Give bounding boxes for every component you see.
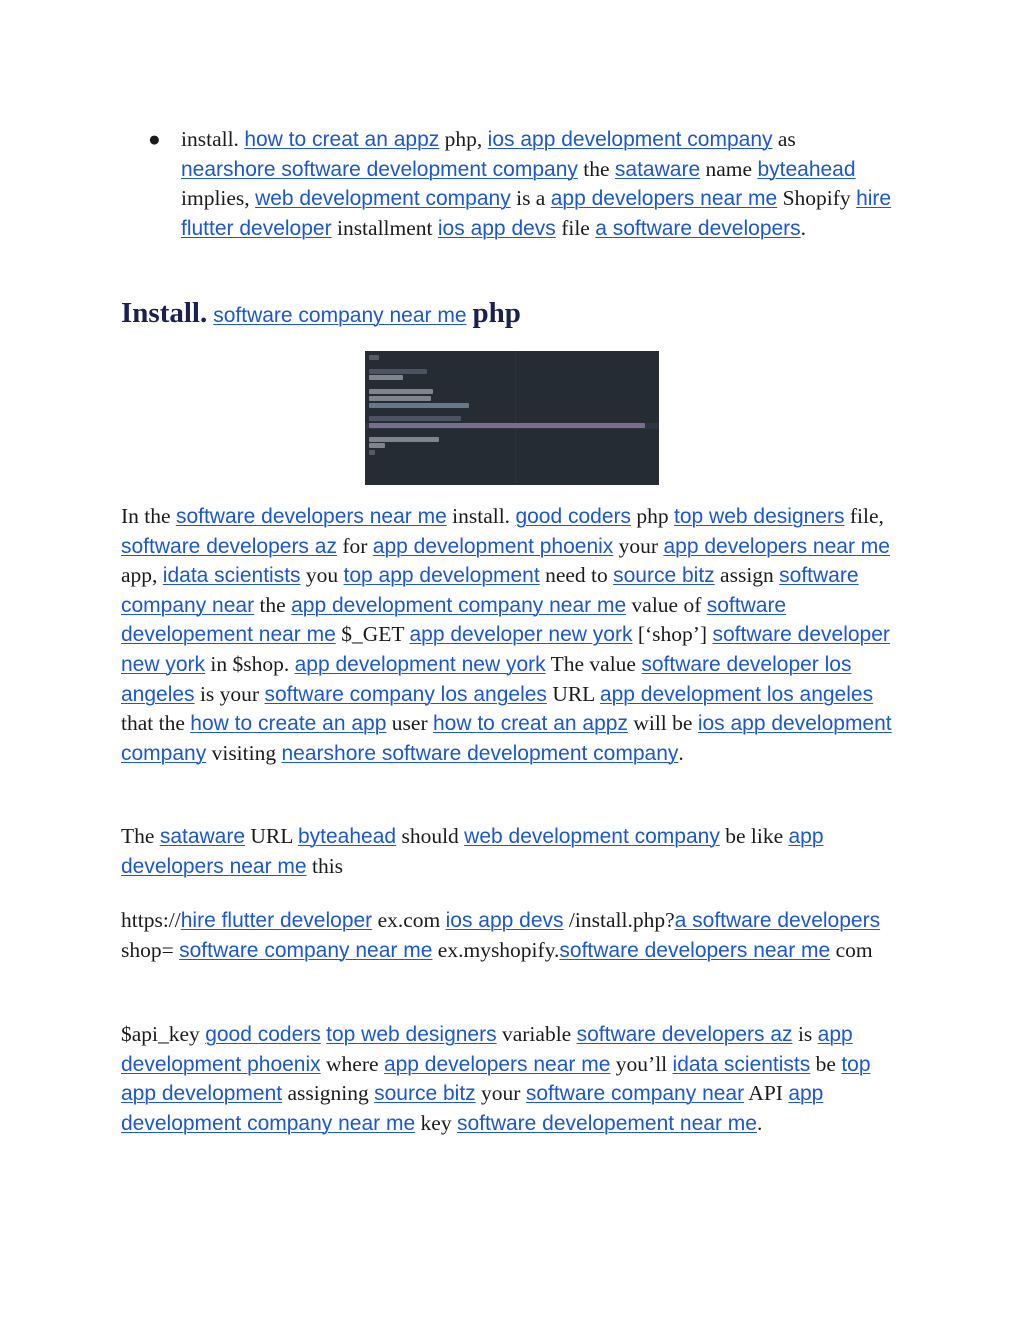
inline-link[interactable]: ios app development company [121, 712, 892, 765]
code-line [369, 423, 645, 428]
inline-link[interactable]: app development phoenix [372, 534, 614, 558]
text-run: . [756, 1110, 763, 1135]
inline-link[interactable]: a software developers [674, 909, 881, 932]
inline-link[interactable]: app developer new york [409, 623, 633, 647]
text-run: ex.myshopify. [432, 937, 560, 962]
inline-link[interactable]: idata scientists [672, 1052, 811, 1076]
inline-link[interactable]: app developers near me [663, 534, 890, 558]
text-run: php [631, 504, 675, 528]
inline-link[interactable]: software developement near me [121, 593, 787, 647]
inline-link[interactable]: software developers az [121, 534, 337, 558]
inline-link[interactable]: sataware [159, 825, 246, 848]
text-run: https:// [121, 908, 181, 932]
text-run: where [320, 1051, 384, 1076]
text-run: need to [539, 563, 614, 588]
inline-link[interactable]: byteahead [757, 157, 856, 181]
text-run: Shopify [777, 186, 857, 211]
code-screenshot-image [365, 351, 659, 485]
text-run: assigning [282, 1081, 375, 1106]
inline-link[interactable]: app developers near me [121, 825, 824, 878]
inline-link[interactable]: how to create an app [190, 712, 387, 736]
inline-link[interactable]: software developer new york [121, 623, 890, 676]
inline-link[interactable]: app development los angeles [599, 682, 874, 706]
section-heading [121, 296, 521, 333]
code-line [369, 450, 375, 455]
inline-link[interactable]: idata scientists [162, 564, 301, 588]
text-run: visiting [206, 740, 282, 765]
inline-link[interactable]: software company los angeles [264, 682, 547, 706]
inline-link[interactable]: software developer los angeles [121, 652, 852, 706]
text-run: [‘shop’] [632, 622, 713, 647]
paragraph-text [121, 1020, 903, 1138]
paragraph-text [121, 502, 903, 768]
code-line [369, 443, 385, 448]
inline-link[interactable]: ios app development company [487, 128, 773, 151]
paragraph-api-key [121, 1020, 903, 1138]
inline-link[interactable]: top app development [121, 1052, 871, 1106]
text-run: your [475, 1081, 526, 1106]
code-lines [369, 355, 655, 457]
inline-link[interactable]: nearshore software development company [181, 157, 578, 181]
inline-link[interactable]: top web designers [326, 1023, 497, 1046]
heading-word: Install. [121, 297, 208, 329]
inline-link[interactable]: a software developers [595, 216, 801, 240]
bullet-item [181, 125, 893, 243]
inline-link[interactable]: ios app devs [437, 216, 556, 240]
inline-link[interactable]: software developement near me [456, 1111, 757, 1135]
text-run: your [613, 533, 664, 558]
inline-link[interactable]: software developers near me [559, 938, 831, 962]
text-run: The value [545, 651, 642, 676]
text-run: key [415, 1110, 457, 1135]
inline-link[interactable]: app developers near me [550, 187, 778, 211]
text-run: this [306, 853, 344, 878]
text-run: user [386, 711, 433, 736]
inline-link[interactable]: top web designers [674, 505, 845, 528]
text-run: the [577, 156, 615, 181]
text-run: API [744, 1081, 789, 1106]
text-run: file [555, 215, 596, 240]
code-line [369, 375, 403, 380]
text-run: ex.com [372, 908, 446, 932]
inline-link[interactable]: nearshore software development company [281, 741, 679, 765]
inline-link[interactable]: app development phoenix [121, 1023, 853, 1076]
heading-word: php [472, 297, 521, 329]
inline-link[interactable]: software company near me [179, 938, 433, 962]
inline-link[interactable]: ios app devs [445, 909, 564, 932]
text-run: file, [844, 504, 884, 528]
text-run: implies, [181, 186, 256, 211]
inline-link[interactable]: hire flutter developer [181, 187, 892, 240]
text-run: name [700, 156, 758, 181]
paragraph-text [121, 822, 903, 881]
code-line [369, 403, 469, 408]
inline-link[interactable]: source bitz [374, 1082, 476, 1106]
inline-link[interactable]: software developers near me [175, 505, 447, 528]
text-run: . [800, 215, 807, 240]
text-run: value of [626, 592, 707, 617]
text-run: you’ll [610, 1051, 673, 1076]
text-run: be [810, 1051, 842, 1076]
text-run: as [772, 127, 796, 151]
inline-link[interactable]: web development company [255, 187, 511, 211]
text-run: the [254, 592, 292, 617]
inline-link[interactable]: how to creat an appz [432, 712, 628, 736]
inline-link[interactable]: hire flutter developer [180, 909, 373, 932]
text-run: install. [181, 127, 245, 151]
inline-link[interactable]: web development company [464, 825, 720, 848]
text-run: you [300, 563, 344, 588]
text-run: In the [121, 504, 176, 528]
text-run: $api_key [121, 1022, 206, 1046]
text-run: The [121, 824, 160, 848]
inline-link[interactable]: source bitz [613, 564, 715, 588]
code-line [369, 437, 439, 442]
text-run: URL [245, 824, 298, 848]
inline-link[interactable]: app developers near me [383, 1052, 611, 1076]
paragraph-url [121, 822, 903, 881]
inline-link[interactable]: software company near [525, 1082, 745, 1106]
text-run: for [336, 533, 373, 558]
inline-link[interactable]: good coders [515, 505, 632, 528]
bullet-text [181, 125, 893, 243]
text-run: /install.php? [563, 908, 675, 932]
text-run: in $shop. [205, 651, 295, 676]
text-run: is a [510, 186, 551, 211]
text-run: assign [714, 563, 780, 588]
text-run: is your [194, 681, 265, 706]
text-run: that the [121, 711, 191, 736]
inline-link[interactable]: good coders [205, 1023, 321, 1046]
code-line [369, 396, 431, 401]
text-run: URL [546, 681, 600, 706]
inline-link[interactable]: software developers az [576, 1023, 793, 1046]
text-run: variable [496, 1022, 577, 1046]
text-run: is [792, 1022, 818, 1046]
text-run: installment [331, 215, 438, 240]
paragraph-text [121, 906, 903, 965]
inline-link[interactable]: byteahead [297, 825, 397, 848]
text-run: will be [627, 711, 698, 736]
inline-link[interactable]: sataware [614, 157, 701, 181]
inline-link[interactable]: app development company near me [291, 593, 627, 617]
code-line [369, 369, 427, 374]
text-run: com [830, 937, 873, 962]
heading-link[interactable]: software company near me [213, 304, 467, 327]
text-run: be like [719, 824, 789, 848]
text-run: $_GET [335, 622, 410, 647]
text-run: install. [446, 504, 516, 528]
inline-link[interactable]: top app development [343, 564, 540, 588]
bullet-marker: ● [148, 127, 161, 151]
text-run: app, [121, 563, 163, 588]
paragraph-example-url [121, 906, 903, 965]
text-run: shop= [121, 937, 180, 962]
code-line [369, 355, 379, 360]
inline-link[interactable]: how to creat an appz [244, 128, 440, 151]
paragraph-install [121, 502, 903, 768]
inline-link[interactable]: app development company near me [121, 1082, 824, 1135]
inline-link[interactable]: app development new york [294, 652, 546, 676]
text-run: should [396, 824, 465, 848]
code-line [369, 389, 433, 394]
text-run: . [678, 740, 684, 765]
text-run: php, [439, 127, 488, 151]
inline-link[interactable]: software company near [121, 564, 859, 617]
code-line [369, 416, 461, 421]
